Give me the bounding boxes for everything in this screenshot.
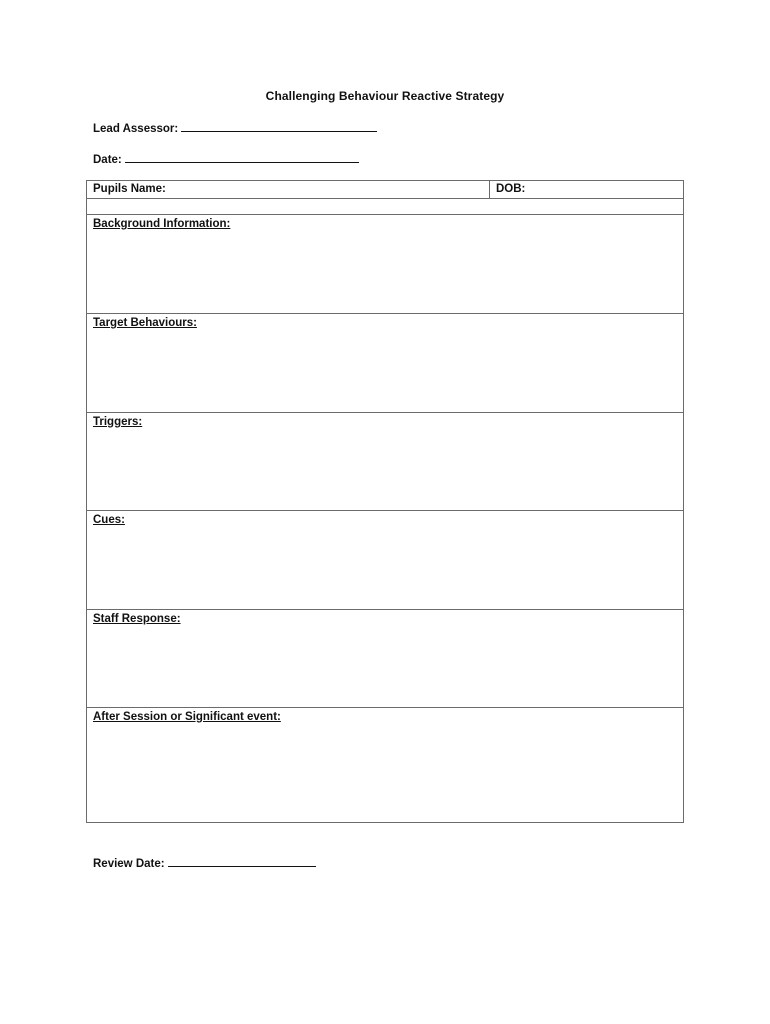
section-label: Triggers:	[93, 416, 143, 428]
document-title: Challenging Behaviour Reactive Strategy	[265, 89, 505, 103]
section-staff-response[interactable]	[87, 610, 683, 708]
section-triggers[interactable]	[87, 413, 683, 511]
lead-assessor-blank[interactable]	[181, 120, 377, 132]
spacer-row	[87, 199, 683, 215]
pupil-info-row	[87, 181, 683, 199]
section-background-information[interactable]	[87, 215, 683, 314]
section-label: Target Behaviours:	[93, 317, 197, 329]
date-label: Date:	[93, 154, 122, 166]
section-target-behaviours[interactable]	[87, 314, 683, 413]
section-after-session[interactable]	[87, 708, 683, 822]
section-label: Staff Response:	[93, 613, 181, 625]
lead-assessor-label: Lead Assessor:	[93, 123, 179, 135]
lead-assessor-field	[93, 120, 377, 135]
date-blank[interactable]	[125, 151, 359, 163]
section-label: Background Information:	[93, 218, 231, 230]
review-date-blank[interactable]	[168, 855, 316, 867]
section-label: After Session or Significant event:	[93, 711, 281, 723]
review-date-label: Review Date:	[93, 858, 165, 870]
section-cues[interactable]	[87, 511, 683, 610]
column-divider	[489, 181, 490, 198]
strategy-form-table	[86, 180, 684, 823]
date-field	[93, 151, 359, 166]
section-label: Cues:	[93, 514, 125, 526]
dob-label: DOB:	[496, 183, 526, 195]
pupils-name-label: Pupils Name:	[93, 183, 166, 195]
review-date-field	[93, 855, 316, 870]
